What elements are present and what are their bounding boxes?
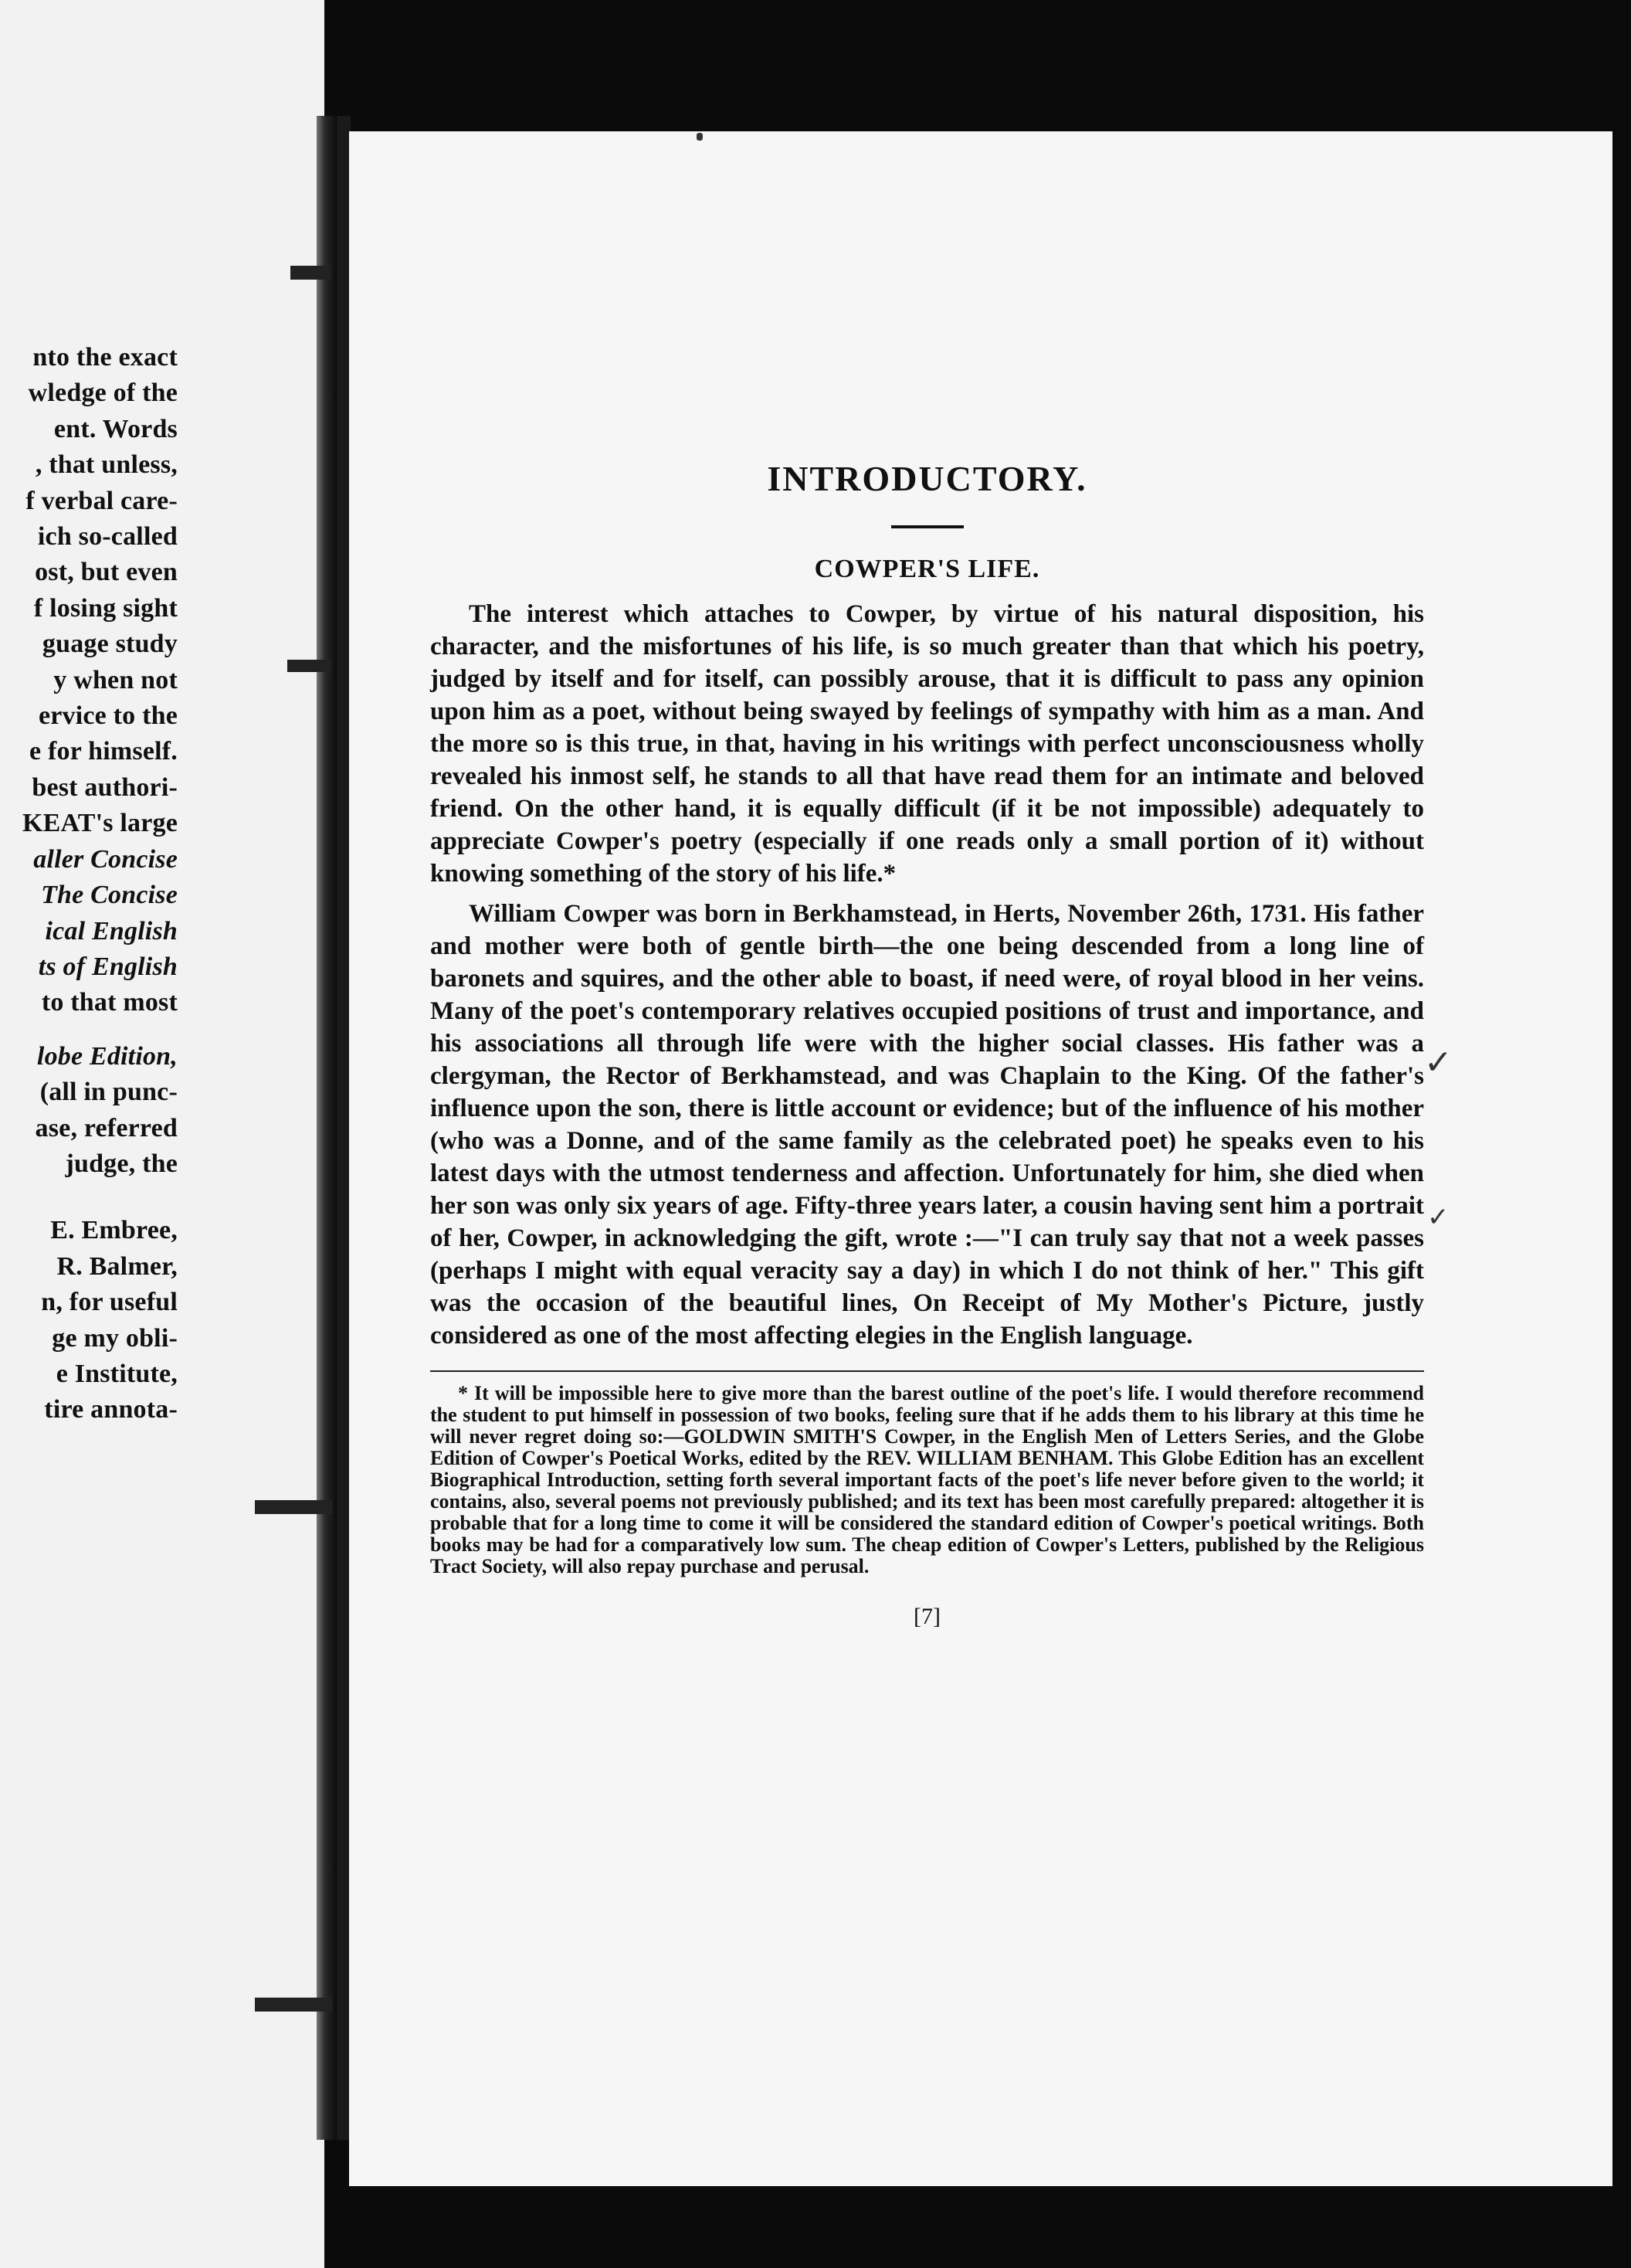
left-page-line: ge my obli-	[52, 1323, 178, 1353]
left-page-line: e for himself.	[29, 737, 178, 766]
checkmark-icon: ✓	[1424, 1043, 1453, 1082]
page-content	[430, 456, 1424, 1630]
left-page-line: , that unless,	[35, 450, 178, 480]
right-page	[349, 131, 1612, 2186]
section-title: COWPER'S LIFE.	[814, 555, 1040, 583]
left-page-line: lobe Edition,	[36, 1041, 178, 1071]
page-speck	[697, 133, 703, 141]
book-spine	[317, 116, 337, 2140]
left-page-line: to that most	[41, 988, 178, 1017]
page-number: [7]	[914, 1604, 941, 1629]
left-page-line: ich so-called	[37, 522, 178, 552]
left-page-line: guage study	[42, 630, 178, 659]
left-page-line: ase, referred	[35, 1113, 178, 1142]
checkmark-icon: ✓	[1427, 1202, 1450, 1233]
left-page-text	[0, 340, 178, 1428]
left-page-line: R. Balmer,	[56, 1251, 178, 1281]
paragraph-2: William Cowper was born in Berkhamstead, in Herts, November 26th, 1731. His father and mother were both of gentle birth—the one being descended from a long line of baronets and squires, and the other able to boast, if need were, of royal blood in her veins. Many of the poet's contemporary relatives occupied positions of trust and importance, and his associations all through life were with the higher social classes. His father was a clergyman, the Rector of Berkhamstead, and was Chaplain to the King. Of the father's influence upon the son, there is little account or evidence; but of the influence of his mother (who was a Donne, and of the same family as the celebrated poet) he speaks even to his latest days with the utmost tenderness and affection. Unfortunately for him, she died when her son was only six years of age. Fifty-three years later, a cousin having sent him a portrait of her, Cowper, in acknowledging the gift, wrote :—"I can truly say that not a week passes (perhaps I might with equal veracity say a day) in which I do not think of her." This gift was the occasion of the beautiful lines, On Receipt of My Mother's Picture, justly considered as one of the most affecting elegies in the English language.	[430, 900, 1424, 1350]
left-page-line: tire annota-	[44, 1395, 178, 1424]
binding-staple	[255, 1998, 332, 2012]
left-page-line: e Institute,	[56, 1359, 178, 1388]
left-page-line: y when not	[53, 665, 178, 694]
binding-staple	[255, 1500, 332, 1514]
left-page-line: (all in punc-	[39, 1078, 178, 1107]
left-page-line: n, for useful	[41, 1288, 178, 1317]
binding-staple	[290, 266, 331, 280]
left-page-line: nto the exact	[32, 343, 178, 372]
left-page-line: ts of English	[38, 952, 178, 981]
footnote-rule	[430, 1370, 1424, 1372]
left-page-line: aller Concise	[33, 844, 178, 874]
left-page-line: KEAT's large	[22, 809, 178, 838]
left-page-line: judge, the	[65, 1149, 178, 1178]
left-page-line: wledge of the	[28, 379, 178, 408]
left-page-line: ical English	[45, 916, 178, 946]
binding-staple	[287, 660, 331, 672]
footnote: * It will be impossible here to give more than the barest outline of the poet's life. I would therefore recommend the student to put himself in possession of two books, feeling sure that if he adds them to his library at this time he will never regret doing so:—GOLDWIN SMITH'S Cowper, in the English Men of Letters Series, and the Globe Edition of Cowper's Poetical Works, edited by the REV. WILLIAM BENHAM. This Globe Edition has an excellent Biographical Introduction, setting forth several important facts of the poet's life never before given to the world; it contains, also, several poems not previously published; and its text has been most carefully prepared: altogether it is probable that for a long time to come it will be considered the standard edition of Cowper's poetical writings. Both books may be had for a comparatively low sum. The cheap edition of Cowper's Letters, published by the Religious Tract Society, will also repay purchase and perusal.	[430, 1382, 1424, 1577]
left-page	[0, 0, 324, 2268]
title-rule	[891, 525, 964, 528]
page-title: INTRODUCTORY.	[767, 459, 1087, 498]
paragraph-1: The interest which attaches to Cowper, by virtue of his natural disposition, his character, and the misfortunes of his life, is so much greater than that which his poetry, judged by itself and for itself, can possibly arouse, that it is difficult to pass any opinion upon him as a poet, without being swayed by feelings of sympathy with him as a man. And the more so is this true, in that, having in his writings with perfect unconsciousness wholly revealed his inmost self, he stands to all that have read them for an intimate and beloved friend. On the other hand, it is equally difficult (if it be not impossible) adequately to appreciate Cowper's poetry (especially if one reads only a small portion of it) without knowing something of the story of his life.*	[430, 600, 1424, 888]
left-page-line: f verbal care-	[25, 486, 178, 515]
left-page-line: ost, but even	[35, 558, 178, 587]
left-page-line: E. Embree,	[50, 1216, 178, 1245]
left-page-line: ent. Words	[53, 414, 178, 443]
left-page-line: f losing sight	[33, 593, 178, 623]
left-page-line: ervice to the	[38, 701, 178, 731]
left-page-line: best authori-	[32, 772, 178, 802]
left-page-line: The Concise	[41, 881, 178, 910]
